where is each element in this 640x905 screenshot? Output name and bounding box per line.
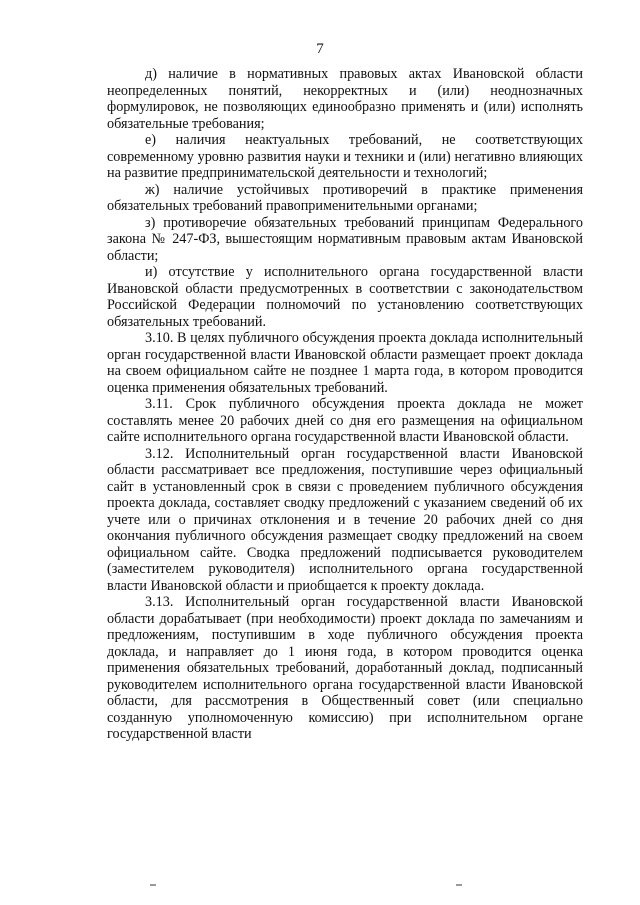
paragraph-item-i: и) отсутствие у исполнительного органа государственной власти Ивановской области предусмотренных в соответствии с законодательством Российской Федерации полномочий по установлению соответствующих обязательных требований. (107, 264, 583, 330)
document-body (107, 66, 583, 743)
paragraph-3-10: 3.10. В целях публичного обсуждения проекта доклада исполнительный орган государственной власти Ивановской области размещает проект доклада на своем официальном сайте не позднее 1 марта года, в котором проводится оценка применения обязательных требований. (107, 330, 583, 396)
paragraph-item-d: д) наличие в нормативных правовых актах Ивановской области неопределенных понятий, некорректных и (или) неоднозначных формулировок, не позволяющих единообразно применять и (или) исполнять обязательные требования; (107, 66, 583, 132)
paragraph-item-e: е) наличия неактуальных требований, не соответствующих современному уровню развития науки и техники и (или) негативно влияющих на развитие предпринимательской деятельности и технологий; (107, 132, 583, 181)
paragraph-item-z: з) противоречие обязательных требований принципам Федерального закона № 247-ФЗ, вышестоящим нормативным правовым актам Ивановской области; (107, 214, 583, 264)
scan-artifact-left (150, 884, 156, 886)
page-number: 7 (316, 41, 324, 57)
paragraph-3-13: 3.13. Исполнительный орган государственной власти Ивановской области дорабатывает (при необходимости) проект доклада по замечаниям и предложениям, поступившим в ходе публичного обсуждения проекта доклада, и направляет до 1 июня года, в котором проводится оценка применения обязательных требований, доработанный доклад, подписанный руководителем исполнительного органа государственной власти Ивановской области, для рассмотрения в Общественный совет (или специально созданную уполномоченную комиссию) при исполнительном органе государственной власти (107, 594, 583, 742)
paragraph-3-11: 3.11. Срок публичного обсуждения проекта доклада не может составлять менее 20 рабочих дней со дня его размещения на официальном сайте исполнительного органа государственной власти Ивановской области. (107, 396, 583, 445)
paragraph-3-12: 3.12. Исполнительный орган государственной власти Ивановской области рассматривает все предложения, поступившие через официальный сайт в установленный срок в связи с проведением публичного обсуждения проекта доклада, составляет сводку предложений с указанием сведений об их учете или о причинах отклонения и в течение 20 рабочих дней со дня окончания публичного обсуждения размещает сводку предложений на своем официальном сайте. Сводка предложений подписывается руководителем (заместителем руководителя) исполнительного органа государственной власти Ивановской области и приобщается к проекту доклада. (107, 445, 583, 594)
scan-artifact-right (456, 884, 462, 886)
paragraph-item-zh: ж) наличие устойчивых противоречий в практике применения обязательных требований правоприменительными органами; (107, 181, 583, 214)
